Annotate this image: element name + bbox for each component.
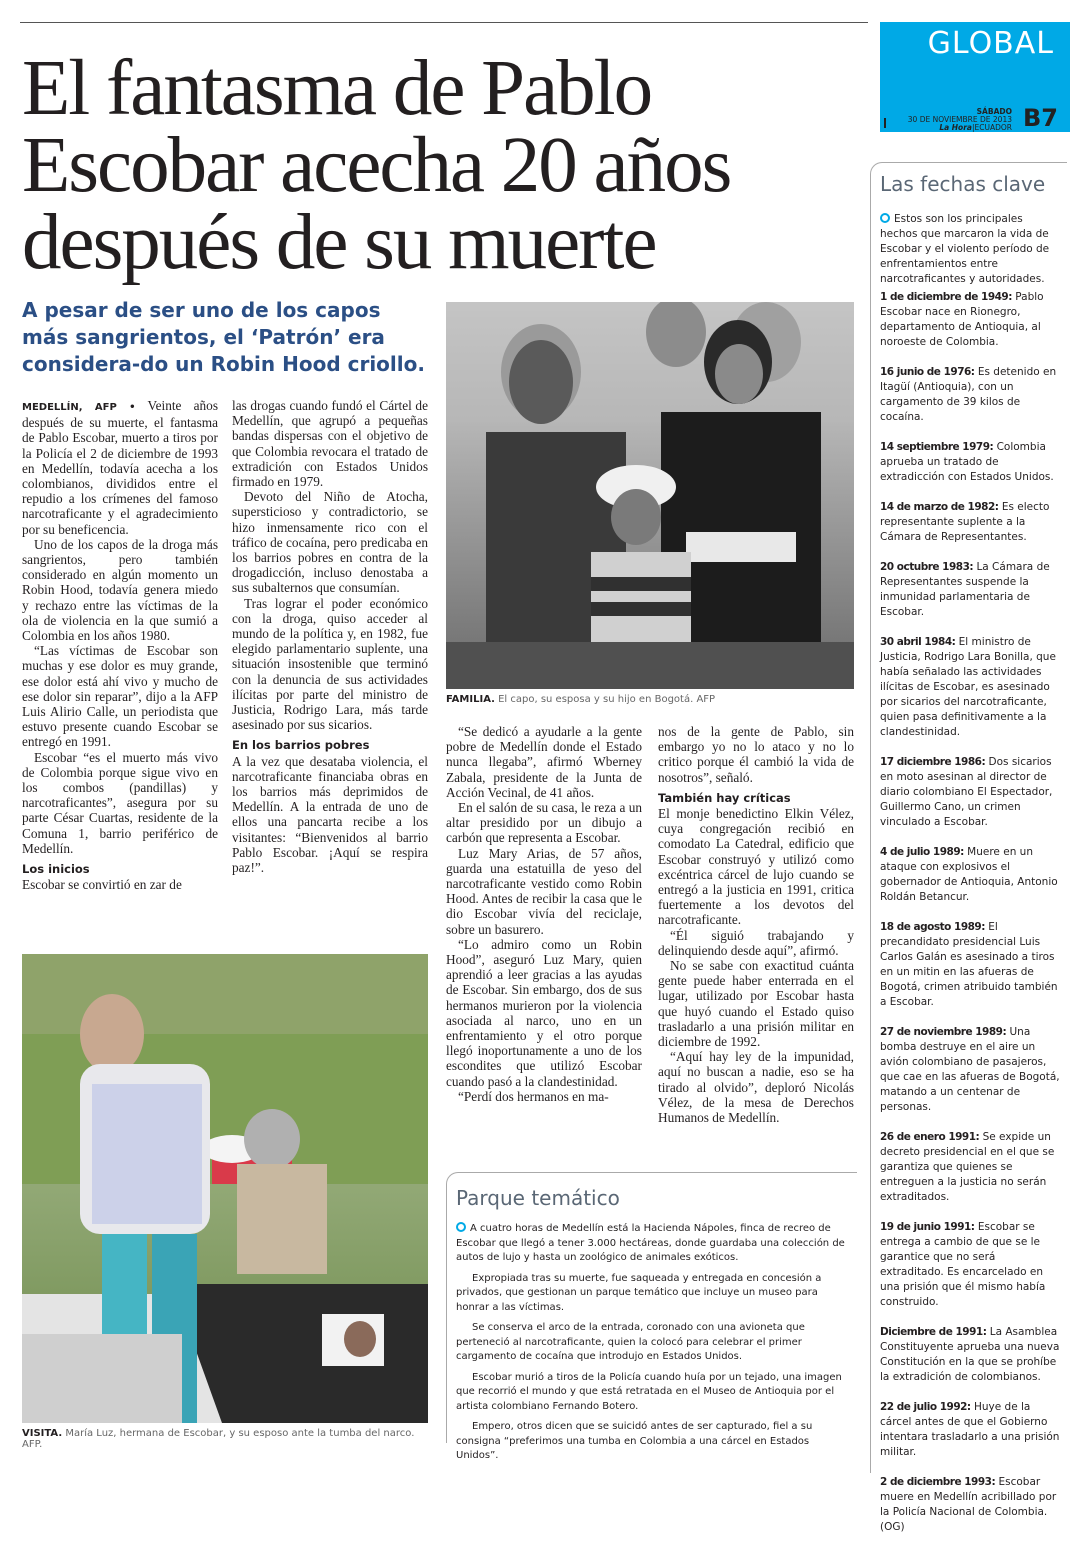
timeline-entry (880, 500, 1062, 545)
timeline-text: Escobar se entrega a cambio de que se le garantice que no será extraditado. Es encarcelado en una prisión que él mismo había construido. (880, 1221, 1046, 1308)
paragraph: nos de la gente de Pablo, sin embargo yo no lo ataco y no lo critico porque él cambió la vida de nosotros”, señaló. (658, 724, 854, 785)
visit-caption-label: VISITA. (22, 1428, 63, 1439)
timeline-entry (880, 440, 1062, 485)
timeline-entry (880, 920, 1062, 1010)
subheadline: A pesar de ser uno de los capos más sangrientos, el ‘Patrón’ era considera-do un Robin Hood criollo. (22, 298, 425, 376)
paragraph: En el salón de su casa, le reza a un altar presidido por un dibujo a carbón que representa a Escobar. (446, 800, 642, 846)
timeline-date: 1 de diciembre de 1949: (880, 291, 1012, 303)
timeline-date: 14 de marzo de 1982: (880, 501, 999, 513)
timeline-text: El precandidato presidencial Luis Carlos Galán es asesinado a tiros en un mitin en las afueras de Bogotá, crimen atribuido también a Escobar. (880, 921, 1058, 1008)
timeline-text: Es electo representante suplente a la Cámara de Representantes. (880, 501, 1050, 543)
timeline-entry (880, 635, 1062, 740)
bullet-icon (880, 213, 890, 223)
timeline-text: Es detenido en Itagüí (Antioquia), con un cargamento de 39 kilos de cocaína. (880, 366, 1057, 423)
top-rule (20, 22, 868, 23)
column-1 (22, 398, 218, 893)
timeline-text: Pablo Escobar nace en Rionegro, departamento de Antioquia, al noroeste de Colombia. (880, 291, 1044, 348)
timeline-date: Diciembre de 1991: (880, 1326, 987, 1338)
timeline-entry (880, 1475, 1062, 1535)
family-caption (446, 694, 854, 705)
headline: El fantasma de Pablo Escobar acecha 20 años después de su muerte (22, 45, 731, 286)
timeline-text: Huye de la cárcel antes de que el Gobierno intentara trasladarlo a una prisión militar. (880, 1401, 1060, 1458)
sidebar-intro-text: Estos son los principales hechos que marcaron la vida de Escobar y el violento período de enfrentamientos entre narcotraficantes y autoridades. (880, 213, 1050, 285)
timeline-text: Muere en un ataque con explosivos el gobernador de Antioquia, Antonio Roldán Betancur. (880, 846, 1058, 903)
timeline-text: El ministro de Justicia, Rodrigo Lara Bonilla, que había señalado las actividades ilícitas de Escobar, es asesinado por sicarios del narcotraficante, quien pasa definitivamente a la clandestinidad. (880, 636, 1056, 738)
timeline-text: Colombia aprueba un tratado de extradicción con Estados Unidos. (880, 441, 1054, 483)
paragraph: Uno de los capos de la droga más sangrientos, pero también considerado en algún momento un Robin Hood, todavía genera miedo y rechazo entre las víctimas de la ola de violencia en la que sumió a Colombia en los años 1980. (22, 536, 218, 644)
family-photo (446, 302, 854, 689)
timeline (880, 290, 1062, 1550)
column-4 (658, 724, 854, 1125)
parque-paragraph: Expropiada tras su muerte, fue saqueada y entregada en concesión a privados, que gestionan un parque temático que incluye un museo para honrar a las víctimas. (456, 1272, 822, 1313)
timeline-date: 26 de enero 1991: (880, 1131, 980, 1143)
timeline-text: La Cámara de Representantes suspende la inmunidad parlamentaria de Escobar. (880, 561, 1050, 618)
timeline-date: 16 junio de 1976: (880, 366, 975, 378)
family-caption-text: El capo, su esposa y su hijo en Bogotá. AFP (498, 694, 716, 705)
page-number: B7 (1023, 104, 1058, 132)
timeline-date: 14 septiembre 1979: (880, 441, 994, 453)
timeline-entry (880, 755, 1062, 830)
parque-paragraph: Escobar murió a tiros de la Policía cuando huía por un tejado, una imagen que recorrió el mundo y que está retratada en el Museo de Antioquia por el artista colombiano Fernando Botero. (456, 1371, 842, 1412)
timeline-text: Una bomba destruye en el aire un avión colombiano de pasajeros, que cae en las afueras de Bogotá, matando a un centenar de personas. (880, 1026, 1060, 1113)
visit-caption (22, 1428, 432, 1450)
parque-paragraph (456, 1222, 848, 1266)
subhead-criticas: También hay críticas (658, 790, 791, 805)
timeline-date: 17 diciembre 1986: (880, 756, 986, 768)
folio-day: SÁBADO (976, 107, 1012, 116)
folio-date: SÁBADO 30 DE NOVIEMBRE DE 2013 La Hora|ECUADOR (907, 107, 1012, 132)
paragraph: Tras lograr el poder económico con la droga, quiso acceder al mundo de la política y, en 1982, fue elegido parlamentario suplente, una situación insostenible que terminó con la denuncia de sus actividades ilícitas por parte del ministro de Justicia, Rodrigo Lara, más tarde asesinado por sus sicarios. (232, 595, 428, 733)
paragraph: Escobar se convirtió en zar de (22, 877, 182, 893)
timeline-date: 2 de diciembre 1993: (880, 1476, 996, 1488)
timeline-entry (880, 1025, 1062, 1115)
paragraph: “Las víctimas de Escobar son muchas y ese dolor es muy grande, ese dolor está ahí vivo y mucho de ese dolor sin reparar”, dijo a la AFP Luis Alirio Calle, un periodista que estuvo presente cuando Escobar se entregó en 1991. (22, 643, 218, 750)
timeline-date: 4 de julio 1989: (880, 846, 964, 858)
timeline-date: 18 de agosto 1989: (880, 921, 985, 933)
folio-mark (884, 118, 886, 128)
family-caption-label: FAMILIA. (446, 694, 495, 705)
dateline: MEDELLÍN, AFP • (22, 402, 136, 413)
subhead-los-inicios: Los inicios (22, 862, 90, 877)
parque-body (456, 1222, 848, 1470)
timeline-entry (880, 290, 1062, 350)
timeline-entry (880, 1130, 1062, 1205)
subhead-barrios-pobres: En los barrios pobres (232, 738, 370, 753)
section-flag (880, 22, 1070, 132)
paragraph: No se sabe con exactitud cuánta gente puede haber enterrada en el lugar, utilizado por Escobar hasta que huyó cuando el Estado quiso trasladarlo a una prisión militar en diciembre de 1992. (658, 958, 854, 1050)
timeline-text: Dos sicarios en moto asesinan al director de diario colombiano El Espectador, Guillermo Cano, un crimen vinculado a Escobar. (880, 756, 1053, 828)
timeline-entry (880, 1400, 1062, 1460)
visit-photo-image (22, 954, 428, 1423)
timeline-date: 20 octubre 1983: (880, 561, 974, 573)
sidebar-title: Las fechas clave (880, 172, 1046, 196)
timeline-entry (880, 560, 1062, 620)
timeline-entry (880, 1325, 1062, 1385)
timeline-date: 27 de noviembre 1989: (880, 1026, 1007, 1038)
sidebar-intro (880, 212, 1060, 287)
parque-paragraph: Empero, otros dicen que se suicidó antes de ser capturado, fiel a su consigna “preferimos una tumba en Colombia a una cárcel en Estados Unidos”. (456, 1421, 813, 1461)
lead-paragraph (22, 398, 218, 537)
parque-title: Parque temático (456, 1186, 620, 1210)
paragraph: “Se dedicó a ayudarle a la gente pobre de Medellín donde el Estado nunca llegaba”, afirmó Wberney Zabala, presidente de la Junta de Acción Vecinal, de 41 años. (446, 724, 642, 800)
lead-text: Veinte años después de su muerte, el fantasma de Pablo Escobar, muerto a tiros por la Policía el 2 de diciembre de 1993 en Medellín, todavía acecha a los colombianos, divididos entre el repudio a los crímenes del famoso narcotraficante y el agradecimiento por su beneficencia. (22, 398, 218, 537)
section-name: GLOBAL (927, 26, 1054, 61)
folio-paper: La Hora (939, 123, 972, 132)
timeline-entry (880, 1220, 1062, 1310)
bullet-icon (456, 1222, 466, 1232)
folio-full-date: 30 DE NOVIEMBRE DE 2013 (907, 115, 1012, 124)
timeline-date: 22 de julio 1992: (880, 1401, 971, 1413)
visit-photo (22, 954, 428, 1423)
timeline-text: Escobar muere en Medellín acribillado por la Policía Nacional de Colombia. (OG) (880, 1476, 1057, 1533)
timeline-date: 19 de junio 1991: (880, 1221, 975, 1233)
paragraph: “Aquí hay ley de la impunidad, aquí no buscan a nadie, eso se ha tirado al olvido”, deploró Nicolás Vélez, de la mesa de Derechos Humanos de Medellín. (658, 1049, 854, 1126)
paragraph: A la vez que desataba violencia, el narcotraficante financiaba obras en los barrios más deprimidos de Medellín. A la entrada de uno de ellos una pancarta recibe a los visitantes: “Bienvenidos al barrio Pablo Escobar. ¡Aquí se respira paz!”. (232, 753, 428, 876)
timeline-entry (880, 365, 1062, 425)
paragraph: “Perdí dos hermanos en ma- (458, 1088, 609, 1104)
timeline-entry (880, 845, 1062, 905)
timeline-text: La Asamblea Constituyente aprueba una nueva Constitución en la que se prohíbe la extradición de colombianos. (880, 1326, 1060, 1383)
parque-paragraph: Se conserva el arco de la entrada, coronado con una avioneta que perteneció al narcotraficante, quien la colocó para celebrar el primer cargamento de cocaína que introdujo en Estados Unidos. (456, 1322, 805, 1362)
parque-text: A cuatro horas de Medellín está la Hacienda Nápoles, finca de recreo de Escobar que llegó a tener 3.000 hectáreas, donde guardaba una colección de autos de lujo y hasta un zoológico de animales exóticos. (456, 1223, 845, 1263)
paragraph: las drogas cuando fundó el Cártel de Medellín, que agrupó a pequeñas bandas dispersas con el objetivo de que Colombia revocara el tratado de extradición con Estados Unidos firmado en 1979. (232, 398, 428, 490)
paragraph: El monje benedictino Elkin Vélez, cuya congregación recibió en comodato La Catedral, edificio que Escobar construyó y utilizó como excéntrica cárcel de lujo cuando se entregó a la justicia en 1991, critica fuertemente a los devotos del narcotraficante. (658, 806, 854, 928)
column-2 (232, 398, 428, 875)
paragraph: “Lo admiro como un Robin Hood”, aseguró Luz Mary, quien aprendió a leer gracias a las ayudas de Escobar. Sin embargo, dos de sus hermanos murieron por la violencia asociada al narco, uno en un enfrentamiento y el otro porque llegó inoportunamente a uno de los escondites que utilizó Escobar cuando pasó a la clandestinidad. (446, 936, 642, 1089)
folio-country: ECUADOR (974, 123, 1012, 132)
paragraph: Luz Mary Arias, de 57 años, guarda una estatuilla de yeso del narcotraficante vestido como Robin Hood. Antes de recibir la casa que le dio Escobar vivía del reciclaje, sobre un basurero. (446, 845, 642, 937)
family-photo-image (446, 302, 854, 689)
column-3 (446, 724, 642, 1104)
paragraph: Devoto del Niño de Atocha, supersticioso y contradictorio, se hizo inmensamente rico con el tráfico de cocaína, pero predicaba en los barrios pobres en contra de la drogadicción, incluso denostaba a sus subalternos que consumían. (232, 489, 428, 596)
paragraph: Escobar “es el muerto más vivo de Colombia porque sigue vivo en los combos (pandillas) y narcotraficantes”, asegura por su parte César Cuartas, residente de la Comuna 1, barrio periférico de Medellín. (22, 749, 218, 856)
paragraph: “Él siguió trabajando y delinquiendo desde aquí”, afirmó. (658, 927, 854, 958)
timeline-date: 30 abril 1984: (880, 636, 956, 648)
timeline-text: Se expide un decreto presidencial en el que se garantiza que quienes se entreguen a la justicia no serán extraditados. (880, 1131, 1055, 1203)
visit-caption-text: María Luz, hermana de Escobar, y su esposo ante la tumba del narco. AFP. (22, 1428, 415, 1450)
